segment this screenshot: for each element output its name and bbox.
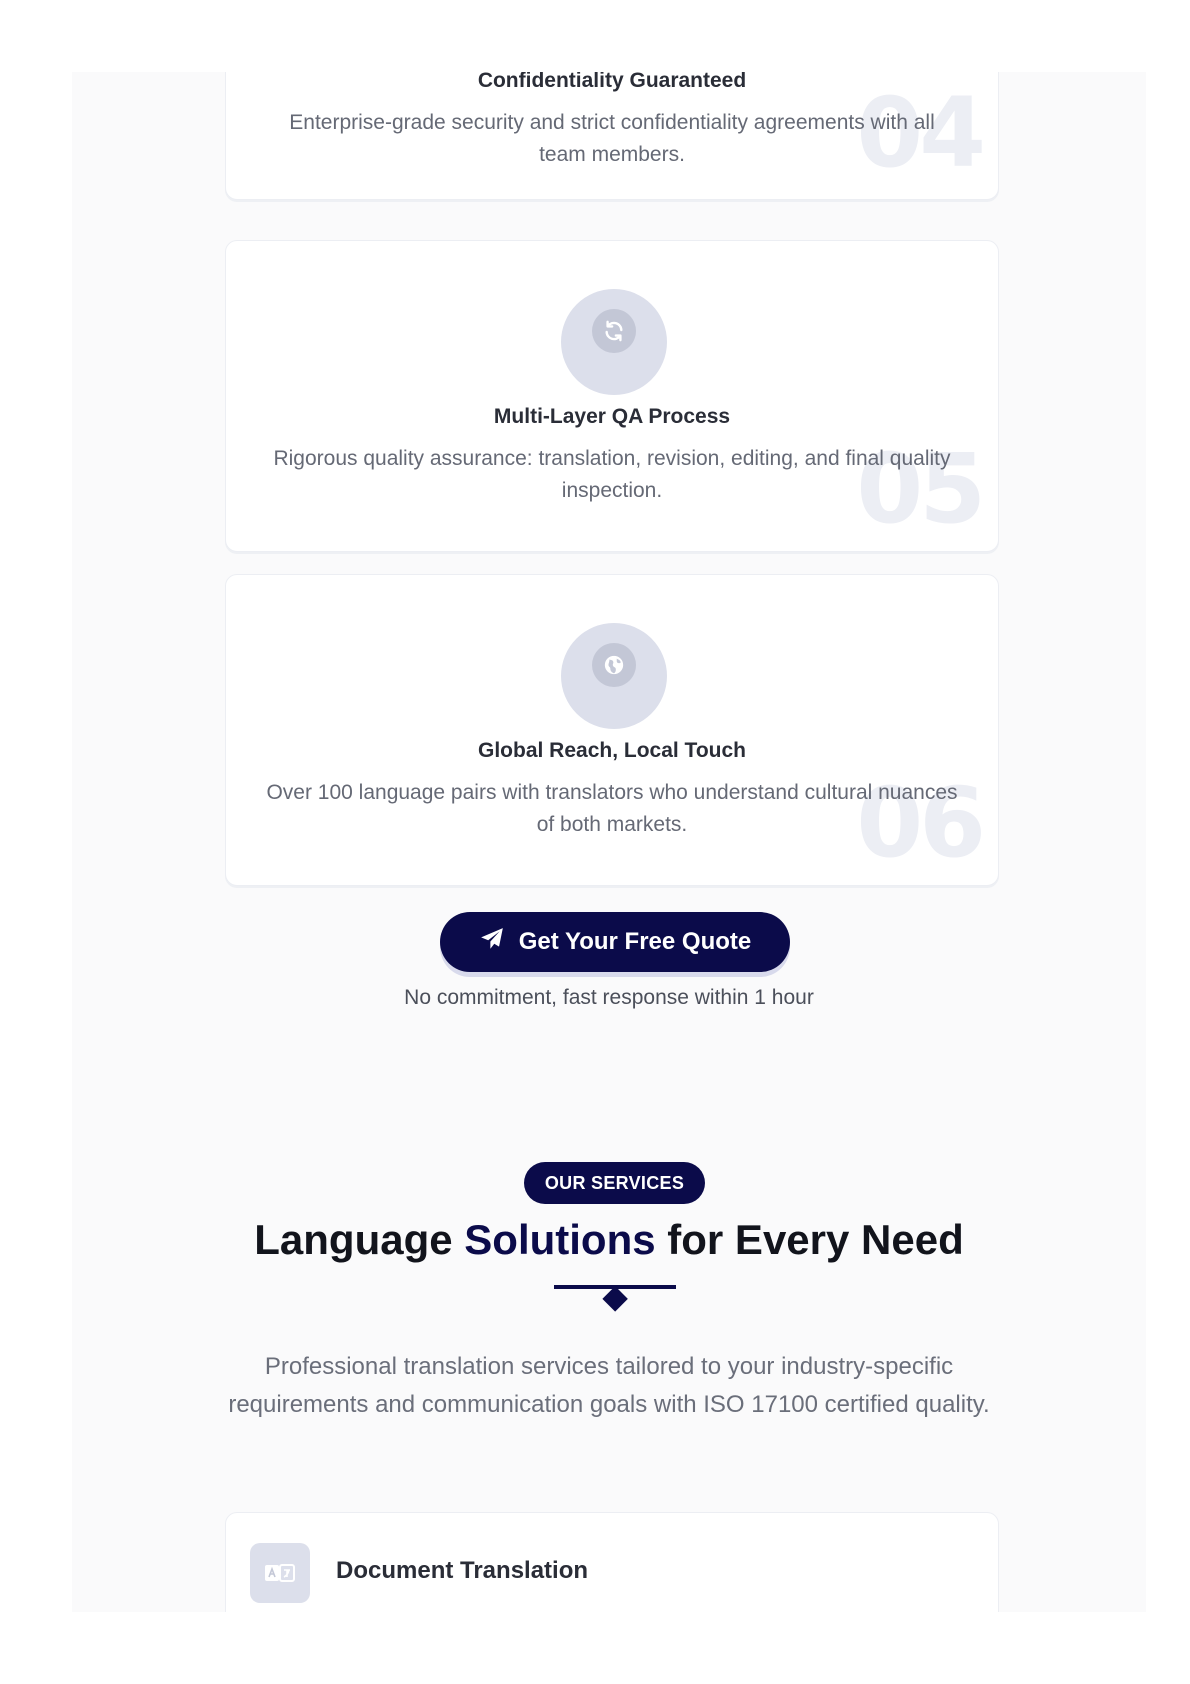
feature-card-global-reach [225, 574, 999, 886]
heading-prefix: Language [254, 1216, 465, 1263]
feature-number: 06 [856, 767, 982, 879]
feature-description: Rigorous quality assurance: translation, revision, editing, and final quality inspection. [273, 447, 951, 502]
get-free-quote-button[interactable] [440, 912, 790, 972]
section-intro: Professional translation services tailored to your industry-specific requirements and communication goals with ISO 17100 certified quality. [228, 1353, 990, 1418]
feature-icon-circle [561, 623, 667, 729]
feature-number: 04 [856, 77, 982, 189]
service-title: Document Translation [336, 1557, 589, 1584]
feature-number: 05 [856, 433, 982, 545]
feature-title: Confidentiality Guaranteed [477, 72, 747, 92]
section-heading [72, 1216, 1146, 1264]
feature-description: Enterprise-grade security and strict confidentiality agreements with all team members. [289, 111, 935, 166]
page [72, 72, 1146, 1612]
refresh-icon [592, 309, 636, 353]
feature-title: Multi-Layer QA Process [493, 405, 731, 428]
globe-icon [592, 643, 636, 687]
feature-description: Over 100 language pairs with translators who understand cultural nuances of both markets. [266, 781, 958, 836]
feature-card-qa-process [225, 240, 999, 552]
cta-subtext: No commitment, fast response within 1 hour [404, 986, 814, 1009]
service-card-document-translation[interactable] [225, 1512, 999, 1612]
feature-title: Global Reach, Local Touch [478, 739, 746, 762]
heading-divider [554, 1285, 676, 1321]
translate-icon [250, 1543, 310, 1603]
paper-plane-icon [479, 926, 505, 959]
heading-accent: Solutions [464, 1216, 656, 1263]
feature-card-confidentiality [225, 72, 999, 200]
section-badge: OUR SERVICES [524, 1162, 705, 1204]
feature-icon-circle [561, 289, 667, 395]
heading-suffix: for Every Need [655, 1216, 964, 1263]
get-free-quote-label: Get Your Free Quote [518, 928, 752, 955]
